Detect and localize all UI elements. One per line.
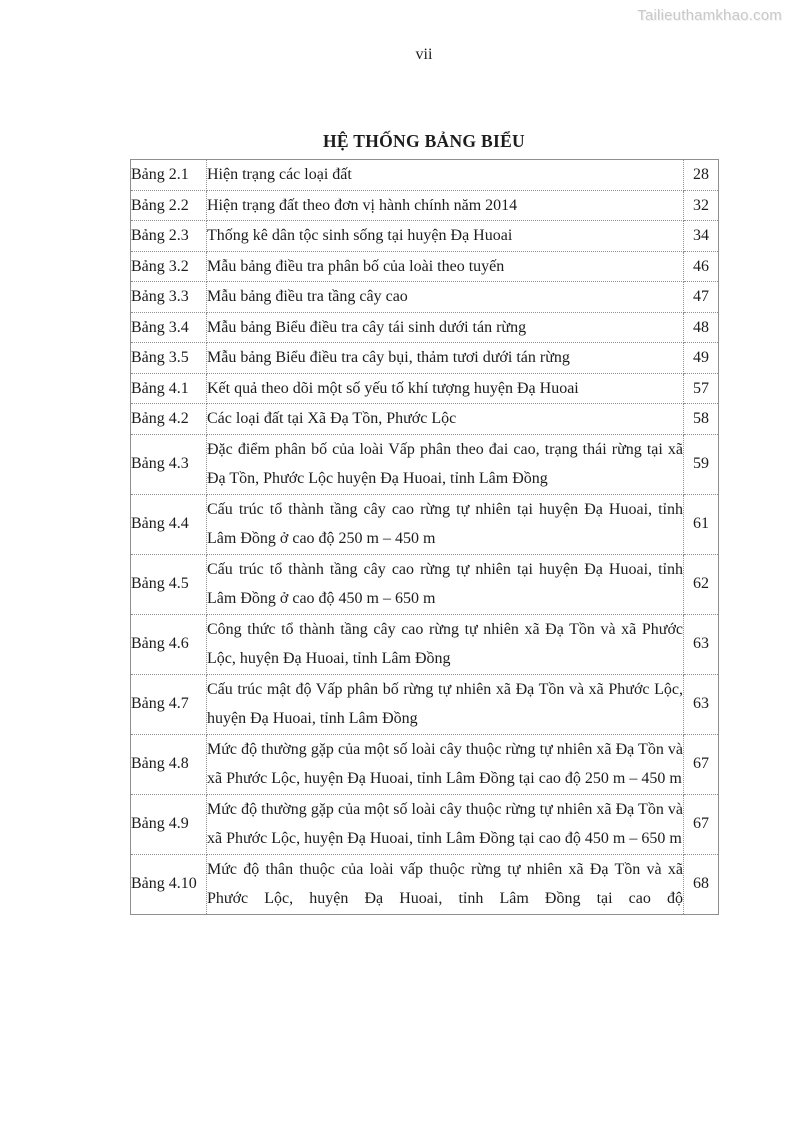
page-number: vii — [415, 46, 433, 63]
list-of-tables — [130, 159, 719, 915]
table-row — [131, 404, 719, 435]
table-pagenumber-cell: 62 — [684, 554, 719, 614]
table-pagenumber-cell: 28 — [684, 160, 719, 191]
table-number-cell: Bảng 4.4 — [131, 494, 207, 554]
table-caption-cell: Đặc điểm phân bố của loài Vấp phân theo đai cao, trạng thái rừng tại xã Đạ Tồn, Phước Lộc huyện Đạ Huoai, tỉnh Lâm Đồng — [207, 434, 684, 494]
table-row — [131, 494, 719, 554]
table-number-cell: Bảng 4.8 — [131, 734, 207, 794]
table-row — [131, 251, 719, 282]
table-caption-cell: Mẫu bảng điều tra tầng cây cao — [207, 282, 684, 313]
table-pagenumber-cell: 59 — [684, 434, 719, 494]
table-number-cell: Bảng 4.7 — [131, 674, 207, 734]
table-caption-cell: Mức độ thân thuộc của loài vấp thuộc rừng tự nhiên xã Đạ Tồn và xã Phước Lộc, huyện Đạ Huoai, tỉnh Lâm Đồng tại cao độ — [207, 854, 684, 914]
table-pagenumber-cell: 47 — [684, 282, 719, 313]
table-caption-cell: Mẫu bảng điều tra phân bố của loài theo tuyến — [207, 251, 684, 282]
table-number-cell: Bảng 4.6 — [131, 614, 207, 674]
table-number-cell: Bảng 4.3 — [131, 434, 207, 494]
table-row — [131, 160, 719, 191]
table-number-cell: Bảng 3.2 — [131, 251, 207, 282]
table-row — [131, 221, 719, 252]
table-number-cell: Bảng 4.2 — [131, 404, 207, 435]
table-caption-cell: Công thức tổ thành tầng cây cao rừng tự nhiên xã Đạ Tồn và xã Phước Lộc, huyện Đạ Huoai, tỉnh Lâm Đồng — [207, 614, 684, 674]
table-row — [131, 312, 719, 343]
table-number-cell: Bảng 3.5 — [131, 343, 207, 374]
table-caption-cell: Thống kê dân tộc sinh sống tại huyện Đạ Huoai — [207, 221, 684, 252]
table-pagenumber-cell: 48 — [684, 312, 719, 343]
table-number-cell: Bảng 4.10 — [131, 854, 207, 914]
document-body — [130, 131, 718, 915]
tables-list-body — [131, 160, 719, 915]
table-caption-cell: Hiện trạng đất theo đơn vị hành chính năm 2014 — [207, 190, 684, 221]
table-number-cell: Bảng 4.1 — [131, 373, 207, 404]
table-row — [131, 434, 719, 494]
table-number-cell: Bảng 3.4 — [131, 312, 207, 343]
table-caption-cell: Các loại đất tại Xã Đạ Tồn, Phước Lộc — [207, 404, 684, 435]
table-caption-cell: Mẫu bảng Biểu điều tra cây bụi, thảm tươi dưới tán rừng — [207, 343, 684, 374]
table-number-cell: Bảng 3.3 — [131, 282, 207, 313]
table-number-cell: Bảng 2.3 — [131, 221, 207, 252]
table-pagenumber-cell: 67 — [684, 734, 719, 794]
table-number-cell: Bảng 4.9 — [131, 794, 207, 854]
table-caption-cell: Kết quả theo dõi một số yếu tố khí tượng huyện Đạ Huoai — [207, 373, 684, 404]
table-row — [131, 373, 719, 404]
table-caption-cell: Hiện trạng các loại đất — [207, 160, 684, 191]
table-pagenumber-cell: 61 — [684, 494, 719, 554]
table-pagenumber-cell: 46 — [684, 251, 719, 282]
table-pagenumber-cell: 34 — [684, 221, 719, 252]
table-caption-cell: Mẫu bảng Biểu điều tra cây tái sinh dưới tán rừng — [207, 312, 684, 343]
table-pagenumber-cell: 49 — [684, 343, 719, 374]
table-row — [131, 734, 719, 794]
table-row — [131, 614, 719, 674]
table-caption-cell: Cấu trúc mật độ Vấp phân bố rừng tự nhiên xã Đạ Tồn và xã Phước Lộc, huyện Đạ Huoai, tỉnh Lâm Đồng — [207, 674, 684, 734]
table-caption-cell: Mức độ thường gặp của một số loài cây thuộc rừng tự nhiên xã Đạ Tồn và xã Phước Lộc, huyện Đạ Huoai, tỉnh Lâm Đồng tại cao độ 450 m – 650 m — [207, 794, 684, 854]
table-pagenumber-cell: 68 — [684, 854, 719, 914]
table-number-cell: Bảng 2.2 — [131, 190, 207, 221]
table-pagenumber-cell: 63 — [684, 674, 719, 734]
table-row — [131, 190, 719, 221]
table-pagenumber-cell: 57 — [684, 373, 719, 404]
table-caption-cell: Cấu trúc tổ thành tầng cây cao rừng tự nhiên tại huyện Đạ Huoai, tỉnh Lâm Đồng ở cao độ 450 m – 650 m — [207, 554, 684, 614]
table-row — [131, 343, 719, 374]
table-row — [131, 554, 719, 614]
table-number-cell: Bảng 2.1 — [131, 160, 207, 191]
site-watermark: Tailieuthamkhao.com — [637, 7, 782, 24]
table-row — [131, 282, 719, 313]
table-pagenumber-cell: 67 — [684, 794, 719, 854]
table-row — [131, 794, 719, 854]
table-pagenumber-cell: 58 — [684, 404, 719, 435]
table-row — [131, 674, 719, 734]
table-number-cell: Bảng 4.5 — [131, 554, 207, 614]
table-pagenumber-cell: 32 — [684, 190, 719, 221]
table-pagenumber-cell: 63 — [684, 614, 719, 674]
page-title: HỆ THỐNG BẢNG BIỂU — [323, 131, 525, 151]
table-caption-cell: Cấu trúc tổ thành tầng cây cao rừng tự nhiên tại huyện Đạ Huoai, tỉnh Lâm Đồng ở cao độ 250 m – 450 m — [207, 494, 684, 554]
table-row — [131, 854, 719, 914]
table-caption-cell: Mức độ thường gặp của một số loài cây thuộc rừng tự nhiên xã Đạ Tồn và xã Phước Lộc, huyện Đạ Huoai, tỉnh Lâm Đồng tại cao độ 250 m – 450 m — [207, 734, 684, 794]
